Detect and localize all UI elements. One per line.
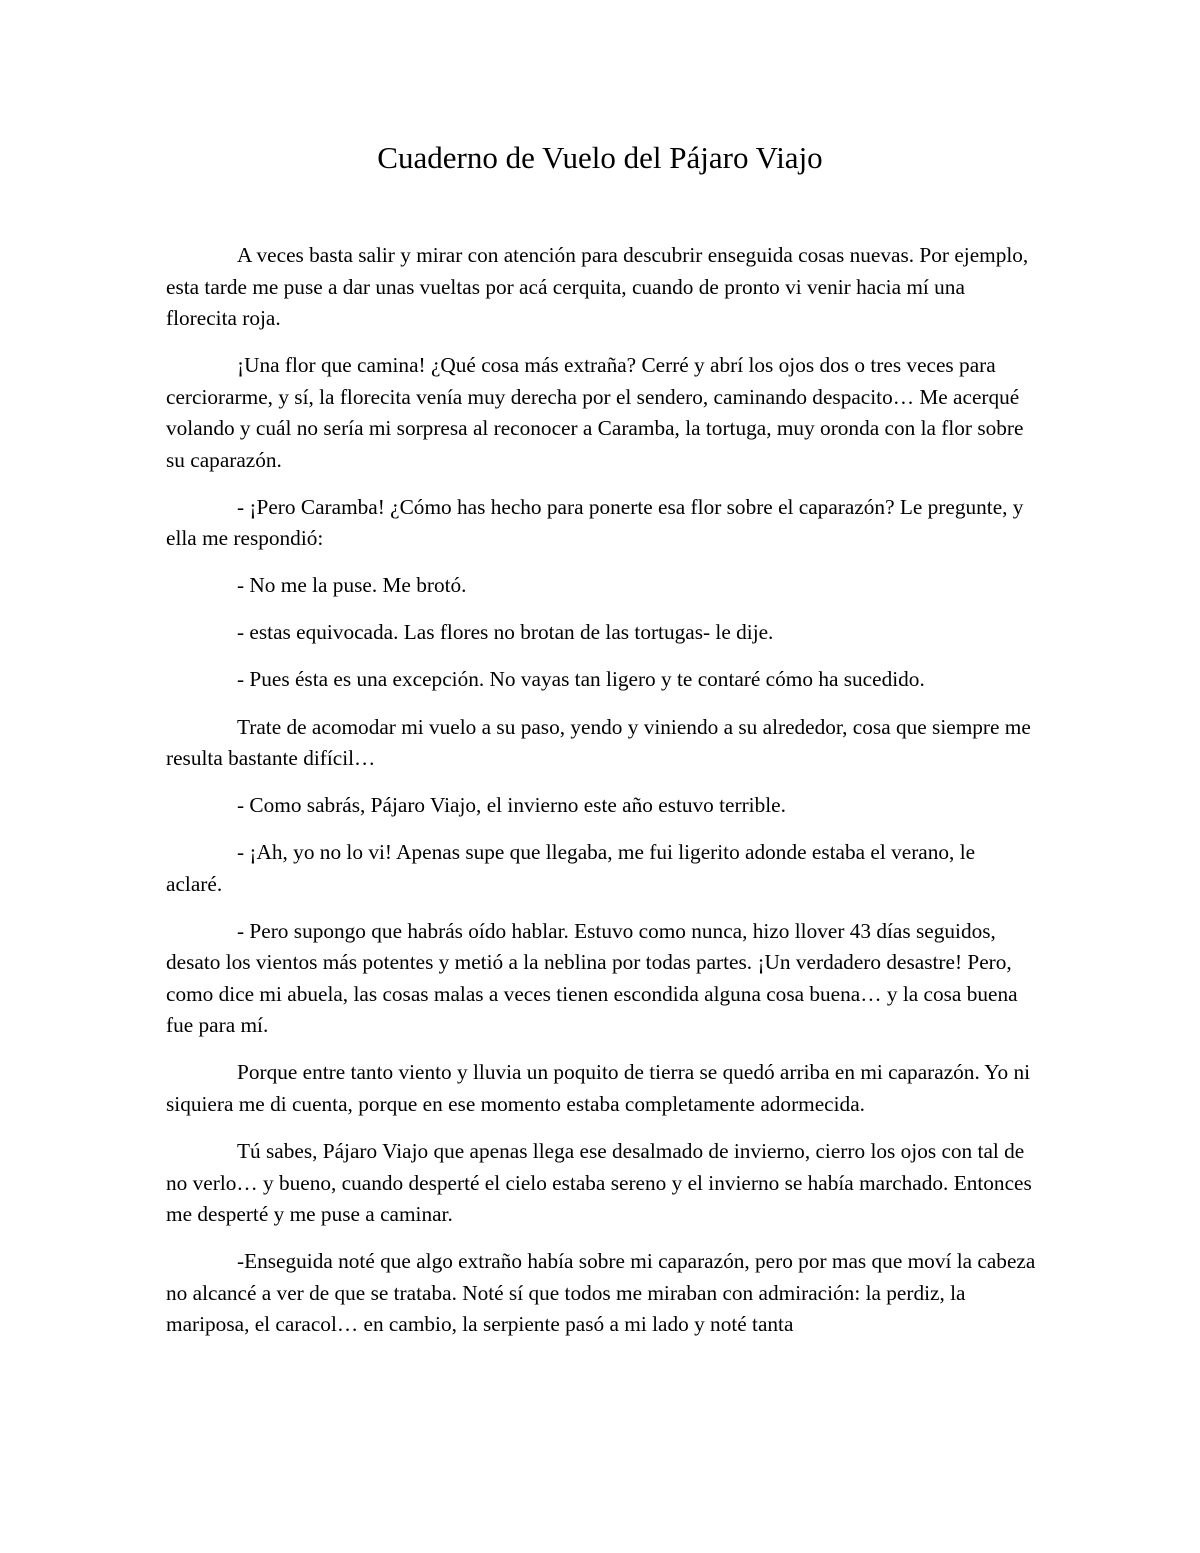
paragraph: Trate de acomodar mi vuelo a su paso, yendo y viniendo a su alrededor, cosa que siempre me resulta bastante difícil… xyxy=(166,714,1031,771)
paragraph: ¡Una flor que camina! ¿Qué cosa más extraña? Cerré y abrí los ojos dos o tres veces para cerciorarme, y sí, la florecita venía muy derecha por el sendero, caminando despacito… Me acerqué volando y cuál no sería mi sorpresa al reconocer a Caramba, la tortuga, muy oronda con la flor sobre su caparazón. xyxy=(166,353,1024,472)
paragraph: - ¡Ah, yo no lo vi! Apenas supe que llegaba, me fui ligerito adonde estaba el verano, le aclaré. xyxy=(166,840,976,896)
document-body xyxy=(166,240,1036,1356)
paragraph: Porque entre tanto viento y lluvia un poquito de tierra se quedó arriba en mi caparazón. Yo ni siquiera me di cuenta, porque en ese momento estaba completamente adormecida. xyxy=(166,1060,1031,1116)
paragraph: A veces basta salir y mirar con atención para descubrir enseguida cosas nuevas. Por ejemplo, esta tarde me puse a dar unas vueltas por acá cerquita, cuando de pronto vi venir hacia mí una florecita roja. xyxy=(166,243,1029,330)
paragraph: -Enseguida noté que algo extraño había sobre mi caparazón, pero por mas que moví la cabeza no alcancé a ver de que se trataba. Noté sí que todos me miraban con admiración: la perdiz, la mariposa, el caracol… en cambio, la serpiente pasó a mi lado y noté tanta xyxy=(166,1249,1036,1337)
paragraph: - estas equivocada. Las flores no brotan de las tortugas- le dije. xyxy=(237,620,774,645)
paragraph: - Como sabrás, Pájaro Viajo, el invierno este año estuvo terrible. xyxy=(237,793,786,818)
paragraph: Tú sabes, Pájaro Viajo que apenas llega ese desalmado de invierno, cierro los ojos con tal de no verlo… y bueno, cuando desperté el cielo estaba sereno y el invierno se había marchado. Entonces me desperté y me puse a caminar. xyxy=(166,1139,1032,1227)
paragraph: - ¡Pero Caramba! ¿Cómo has hecho para ponerte esa flor sobre el caparazón? Le pregunte, y ella me respondió: xyxy=(166,494,1024,551)
paragraph: - Pues ésta es una excepción. No vayas tan ligero y te contaré cómo ha sucedido. xyxy=(237,667,925,692)
paragraph: - Pero supongo que habrás oído hablar. Estuvo como nunca, hizo llover 43 días seguidos, desato los vientos más potentes y metió a la neblina por todas partes. ¡Un verdadero desastre! Pero, como dice mi abuela, las cosas malas a veces tienen escondida alguna cosa buena… y la cosa buena fue para mí. xyxy=(166,918,1018,1038)
document-title: Cuaderno de Vuelo del Pájaro Viajo xyxy=(377,140,823,175)
paragraph: - No me la puse. Me brotó. xyxy=(237,573,467,598)
